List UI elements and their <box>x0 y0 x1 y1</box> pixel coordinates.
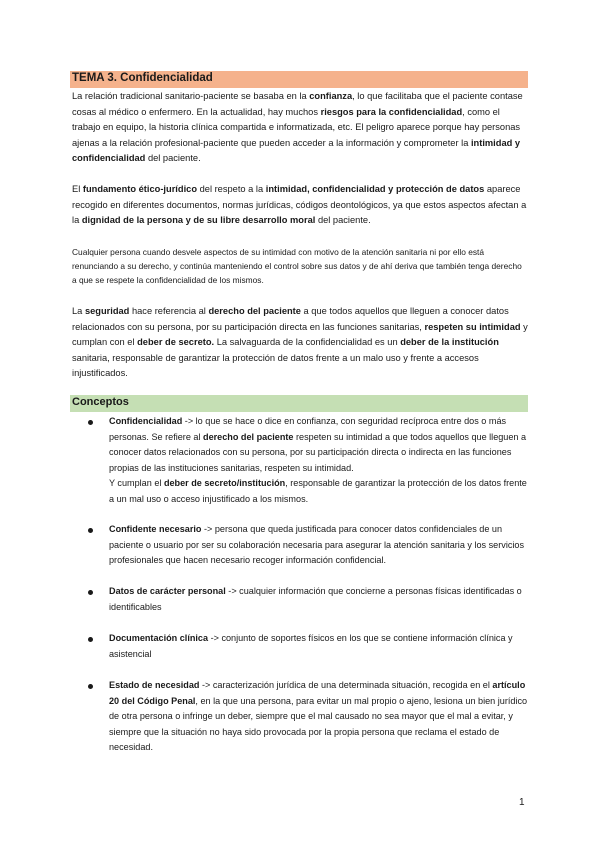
bullet-icon <box>88 684 93 689</box>
concept-text: Estado de necesidad -> caracterización jurídica de una determinada situación, recogida en el artículo 20 del Código Penal, en la que una persona, para evitar un mal propio o ajeno, lesiona un bien jurídico de otra persona o infringe un deber, siempre que el mal causado no sea mayor que el mal a evitar, y siempre que la situación no haya sido provocada por la propia persona que reclama el estado de necesidad. <box>109 680 528 753</box>
section-title: Conceptos <box>72 396 129 408</box>
bullet-icon <box>88 528 93 533</box>
concept-text: Confidente necesario -> persona que queda justificada para conocer datos confidenciales de un paciente o usuario por ser su colaboración necesaria para asegurar la atención sanitaria y los servicios profesionales que hacen necesario recoger información confidencial. <box>109 524 525 566</box>
intro-paragraph-1: La relación tradicional sanitario-paciente se basaba en la confianza, lo que facilitaba que el paciente contase cosas al médico o enfermero. En la actualidad, hay muchos riesgos para la confidencialidad, como el trabajo en equipo, la historia clínica compartida e informatizada, etc. El peligro aparece porque hay personas ajenas a la relación profesional-paciente que pueden acceder a la información y comprometer la intimidad y confidencialidad del paciente. <box>72 91 523 164</box>
title-banner <box>70 71 528 88</box>
concept-text: Documentación clínica -> conjunto de soportes físicos en los que se contiene información clínica y asistencial <box>109 633 513 659</box>
intro-paragraph-4: La seguridad hace referencia al derecho del paciente a que todos aquellos que lleguen a conocer datos relacionados con su persona, por su participación directa en las funciones sanitarias, respeten su intimidad y cumplan con el deber de secreto. La salvaguarda de la confidencialidad es un deber de la institución sanitaria, responsable de garantizar la protección de datos frente a un malo uso y frente a accesos injustificados. <box>72 306 528 379</box>
bullet-icon <box>88 590 93 595</box>
concept-text: Confidencialidad -> lo que se hace o dice en confianza, con seguridad recíproca entre dos o más personas. Se refiere al derecho del paciente respeten su intimidad a que todos aquellos que lleguen a conocer datos relacionados con su persona, por su participación directa o indirecta en las funciones propias de las instituciones sanitarias, respeten su intimidad. Y cumplan el deber de secreto/institución, responsable de garantizar la protección de los datos frente a un mal uso o acceso injustificado a los mismos. <box>109 416 527 504</box>
intro-paragraph-3: Cualquier persona cuando desvele aspectos de su intimidad con motivo de la atención sanitaria ni por ello está renunciando a su derecho, y continúa manteniendo el control sobre sus datos y de ahí deriva que también tenga derecho a que se respete la confidencialidad de los mismos. <box>72 247 522 285</box>
concept-text: Datos de carácter personal -> cualquier información que concierne a personas físicas identificadas o identificables <box>109 586 522 612</box>
bullet-icon <box>88 420 93 425</box>
bullet-icon <box>88 637 93 642</box>
page-title: TEMA 3. Confidencialidad <box>72 72 213 84</box>
page-number: 1 <box>519 797 525 808</box>
intro-paragraph-2: El fundamento ético-jurídico del respeto a la intimidad, confidencialidad y protección de datos aparece recogido en diferentes documentos, normas jurídicas, códigos deontológicos, ya que estos aspectos afectan a la dignidad de la persona y de su libre desarrollo moral del paciente. <box>72 184 527 226</box>
section-banner <box>70 395 528 412</box>
